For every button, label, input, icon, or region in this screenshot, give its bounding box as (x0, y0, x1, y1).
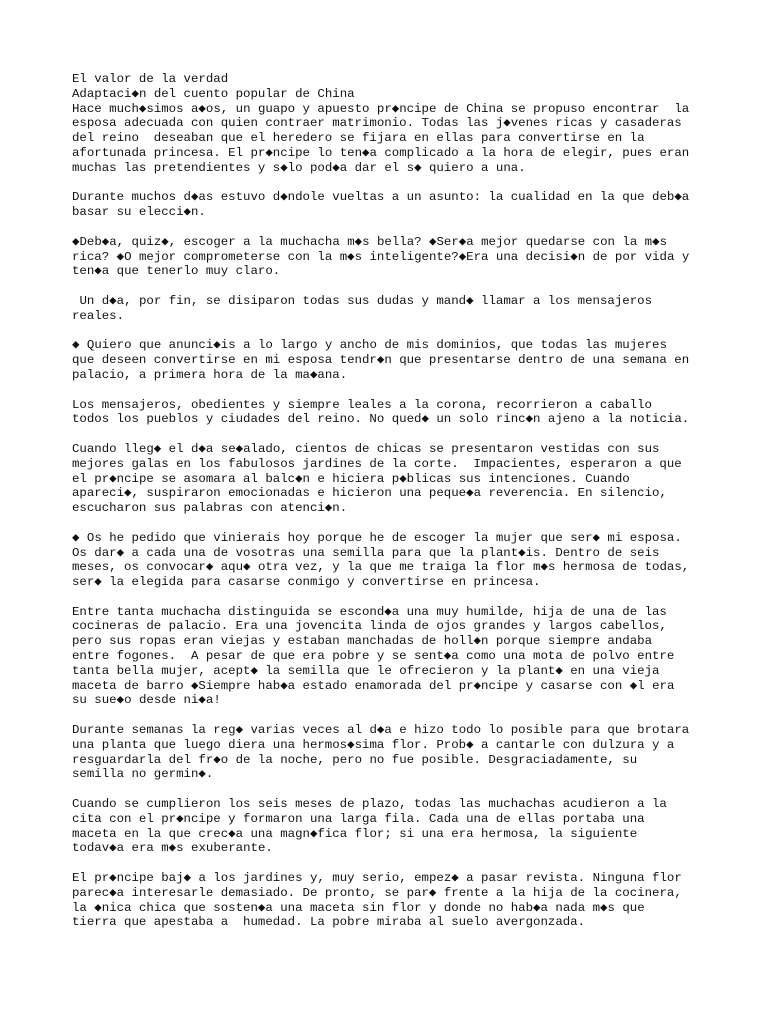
body-paragraph: El pr◆ncipe baj◆ a los jardines y, muy serio, empez◆ a pasar revista. Ninguna flor parec◆a interesarle demasiado. De pronto, se par◆ frente a la hija de la cocinera, la ◆nica chica que sosten◆a una maceta sin flor y donde no hab◆a nada m◆s que tierra que apestaba a humedad. La pobre miraba al suelo avergonzada. (72, 871, 682, 930)
body-paragraph: Hace much◆simos a◆os, un guapo y apuesto pr◆ncipe de China se propuso encontrar la esposa adecuada con quien contraer matrimonio. Todas las j◆venes ricas y casaderas del reino deseaban que el heredero se fijara en ellas para convertirse en la afortunada princesa. El pr◆ncipe lo ten◆a complicado a la hora de elegir, pues eran muchas las pretendientes y s◆lo pod◆a dar el s◆ quiero a una. (72, 101, 690, 175)
body-paragraph: Entre tanta muchacha distinguida se escond◆a una muy humilde, hija de una de las cocineras de palacio. Era una jovencita linda de ojos grandes y largos cabellos, pero sus ropas eran viejas y estaban manchadas de holl◆n porque siempre andaba entre fogones. A pesar de que era pobre y se sent◆a como una mota de polvo entre tanta bella mujer, acept◆ la semilla que le ofrecieron y la plant◆ en una vieja maceta de barro ◆Siempre hab◆a estado enamorada del pr◆ncipe y casarse con ◆l era su sue◆o desde ni◆a! (72, 604, 675, 708)
body-paragraph: Durante semanas la reg◆ varias veces al d◆a e hizo todo lo posible para que brotara una planta que luego diera una hermos◆sima flor. Prob◆ a cantarle con dulzura y a resguardarla del fr◆o de la noche, pero no fue posible. Desgraciadamente, su semilla no germin◆. (72, 723, 690, 782)
body-paragraph: Cuando lleg◆ el d◆a se◆alado, cientos de chicas se presentaron vestidas con sus mejores galas en los fabulosos jardines de la corte. Impacientes, esperaron a que el pr◆ncipe se asomara al balc◆n e hiciera p◆blicas sus intenciones. Cuando apareci◆, suspiraron emocionadas e hicieron una peque◆a reverencia. En silencio, escucharon sus palabras con atenci◆n. (72, 441, 682, 516)
body-paragraph: Cuando se cumplieron los seis meses de plazo, todas las muchachas acudieron a la cita con el pr◆ncipe y formaron una larga fila. Cada una de ellas portaba una maceta en la que crec◆a una magn◆fica flor; si una era hermosa, la siguiente todav◆a era m◆s exuberante. (72, 797, 667, 856)
document-title: El valor de la verdad (72, 72, 229, 86)
body-paragraph: ◆ Quiero que anunci◆is a lo largo y ancho de mis dominios, que todas las mujeres que deseen convertirse en mi esposa tendr◆n que presentarse dentro de una semana en palacio, a primera hora de la ma◆ana. (72, 338, 690, 382)
body-paragraph: Los mensajeros, obedientes y siempre leales a la corona, recorrieron a caballo todos los pueblos y ciudades del reino. No qued◆ un solo rinc◆n ajeno a la noticia. (72, 397, 690, 427)
document-page (72, 72, 712, 945)
document-body (72, 102, 712, 931)
body-paragraph: Un d◆a, por fin, se disiparon todas sus dudas y mand◆ llamar a los mensajeros reales. (72, 293, 653, 323)
document-subtitle: Adaptaci◆n del cuento popular de China (72, 86, 355, 101)
body-paragraph: ◆ Os he pedido que vinierais hoy porque he de escoger la mujer que ser◆ mi esposa. Os dar◆ a cada una de vosotras una semilla para que la plant◆is. Dentro de seis meses, os convocar◆ aqu◆ otra vez, y la que me traiga la flor m◆s hermosa de todas, ser◆ la elegida para casarse conmigo y convertirse en princesa. (72, 530, 690, 590)
body-paragraph: ◆Deb◆a, quiz◆, escoger a la muchacha m◆s bella? ◆Ser◆a mejor quedarse con la m◆s rica? ◆O mejor comprometerse con la m◆s inteligente?◆Era una decisi◆n de por vida y ten◆a que tenerlo muy claro. (72, 234, 690, 279)
body-paragraph: Durante muchos d◆as estuvo d◆ndole vueltas a un asunto: la cualidad en la que deb◆a basar su elecci◆n. (72, 190, 690, 220)
